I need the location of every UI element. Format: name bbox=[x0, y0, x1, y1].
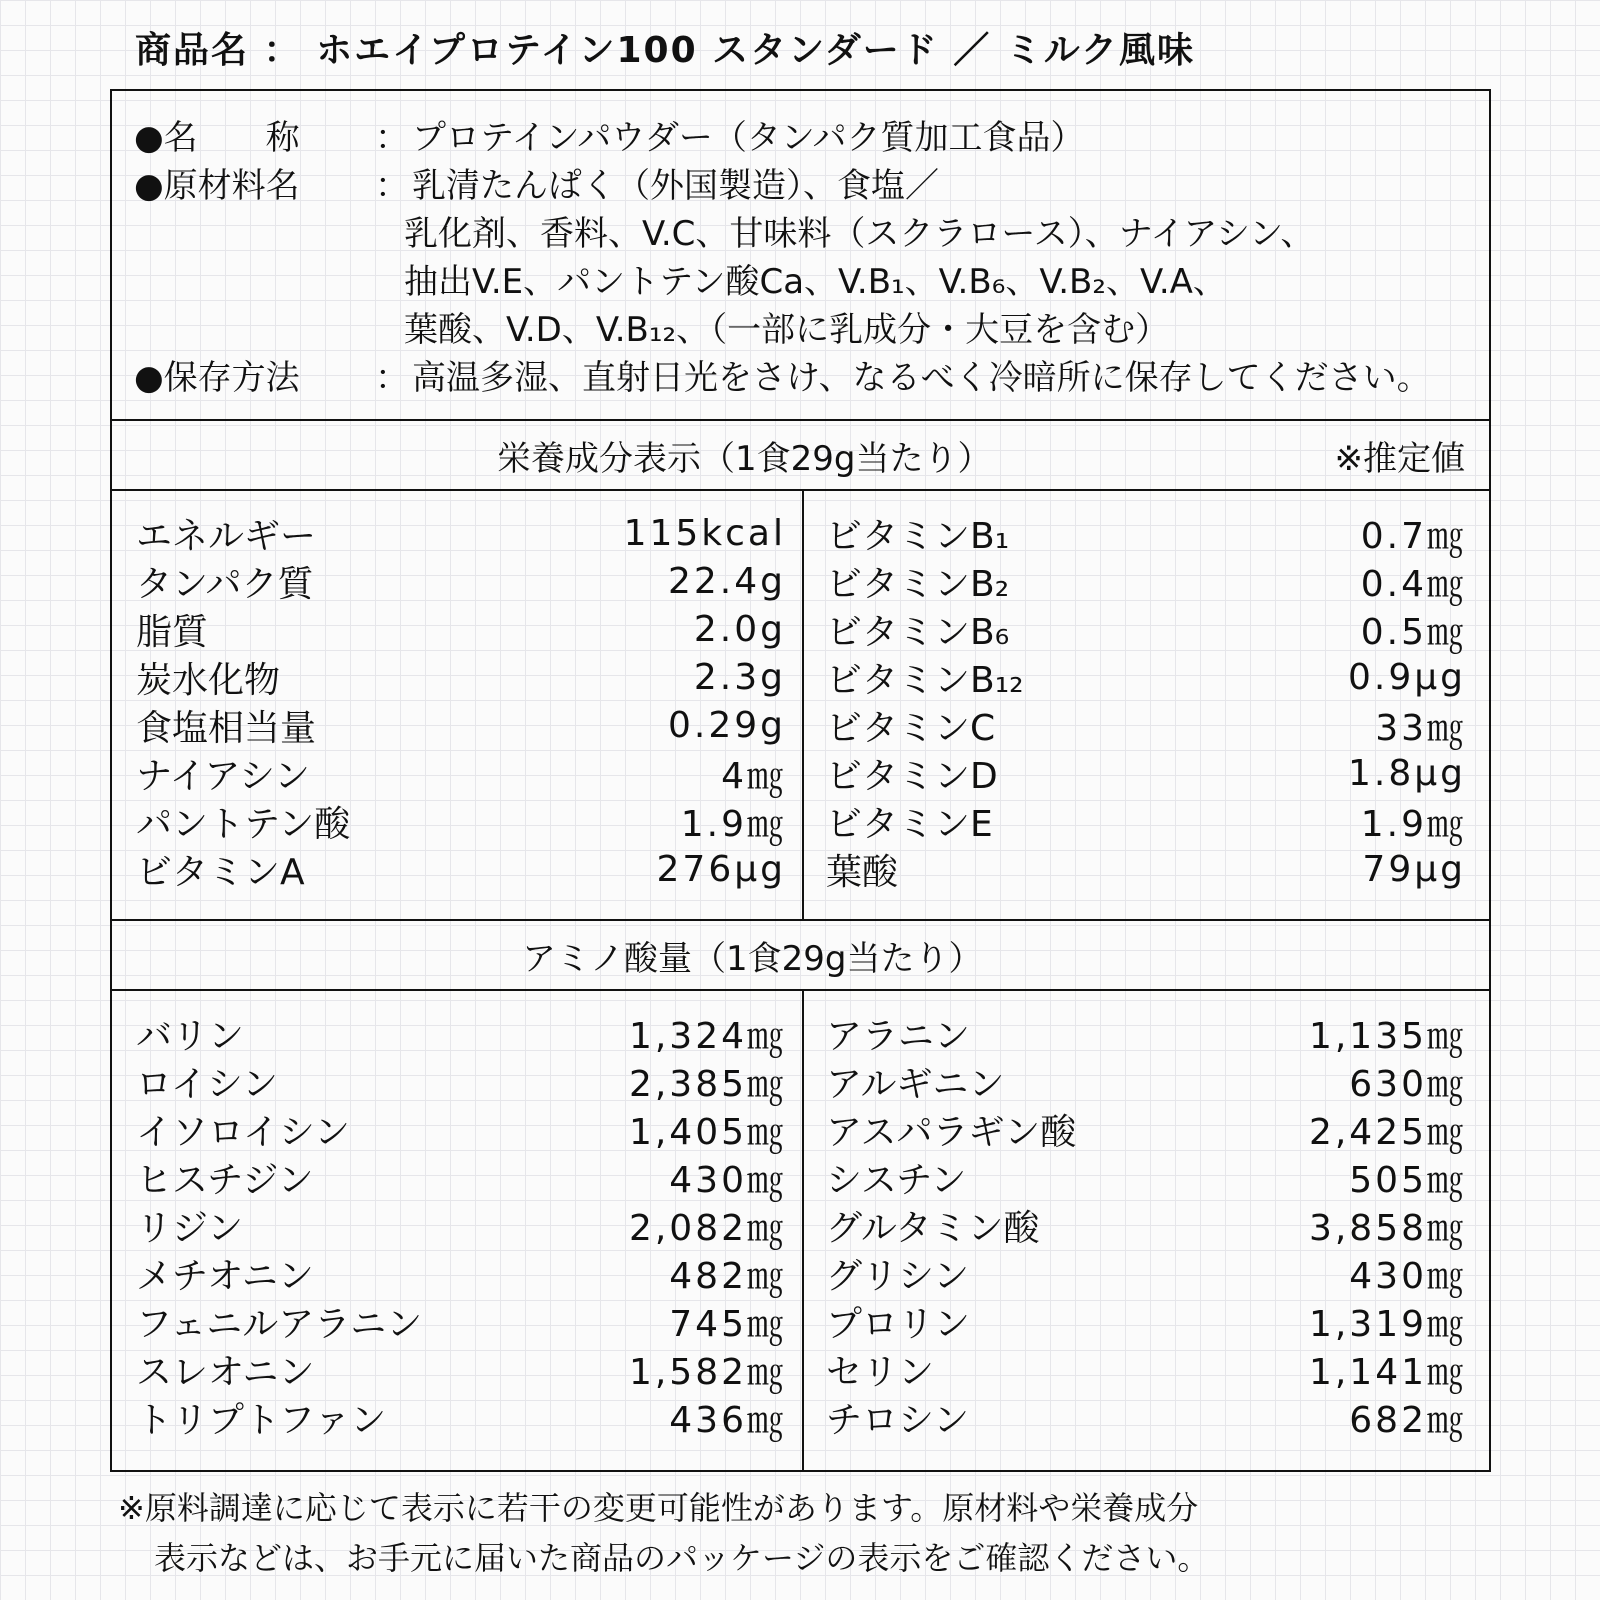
storage-value: 高温多湿、直射日光をさけ、なるべく冷暗所に保存してください。 bbox=[412, 358, 1431, 398]
amino-row bbox=[826, 1105, 1466, 1153]
amino-name: トリプトファン bbox=[136, 1399, 387, 1441]
info-row-storage bbox=[134, 354, 1431, 402]
nutrient-value: 0.29g bbox=[667, 704, 786, 746]
amino-heading: アミノ酸量（1食29g当たり） bbox=[522, 939, 983, 979]
amino-value: 3,858㎎ bbox=[1308, 1207, 1466, 1249]
amino-name: バリン bbox=[136, 1015, 245, 1057]
amino-value: 1,582㎎ bbox=[628, 1351, 786, 1393]
amino-row bbox=[826, 1345, 1466, 1393]
amino-row bbox=[826, 1009, 1466, 1057]
amino-value: 682㎎ bbox=[1349, 1399, 1466, 1441]
nutrient-name: ナイアシン bbox=[136, 755, 311, 797]
amino-value: 1,405㎎ bbox=[628, 1111, 786, 1153]
nutrient-name: エネルギー bbox=[136, 515, 317, 557]
amino-name: アラニン bbox=[826, 1015, 971, 1057]
nutrition-row bbox=[826, 845, 1466, 893]
label-panel bbox=[110, 89, 1491, 1472]
amino-value: 2,385㎎ bbox=[628, 1063, 786, 1105]
amino-value: 505㎎ bbox=[1349, 1159, 1466, 1201]
nutrient-value: 1.9㎎ bbox=[680, 803, 786, 845]
nutrient-value: 79μg bbox=[1362, 848, 1466, 890]
ingredients-line: 乳清たんぱく（外国製造）、食塩／ bbox=[412, 166, 939, 206]
nutrient-name: ビタミンB₁₂ bbox=[826, 659, 1024, 701]
nutrition-row bbox=[136, 797, 786, 845]
amino-name: スレオニン bbox=[136, 1351, 315, 1393]
amino-name: アルギニン bbox=[826, 1063, 1005, 1105]
nutrient-value: 115kcal bbox=[623, 512, 786, 554]
nutrition-table bbox=[112, 491, 1489, 921]
nutrient-name: 食塩相当量 bbox=[136, 707, 317, 749]
nutrition-row bbox=[826, 749, 1466, 797]
estimate-note: ※推定値 bbox=[1334, 439, 1465, 479]
product-title: 商品名 ： ホエイプロテイン100 スタンダード ／ ミルク風味 bbox=[135, 30, 1196, 71]
nutrient-name: 脂質 bbox=[136, 611, 209, 653]
amino-name: プロリン bbox=[826, 1303, 971, 1345]
colon: ： bbox=[375, 166, 409, 206]
nutrient-name: パントテン酸 bbox=[136, 803, 351, 845]
nutrition-row bbox=[136, 557, 786, 605]
colon: ： bbox=[375, 118, 409, 158]
nutrient-value: 276μg bbox=[656, 848, 786, 890]
amino-row bbox=[826, 1201, 1466, 1249]
amino-value: 1,135㎎ bbox=[1308, 1015, 1466, 1057]
nutrient-name: ビタミンA bbox=[136, 851, 305, 893]
amino-value: 1,324㎎ bbox=[628, 1015, 786, 1057]
nutrient-name: ビタミンE bbox=[826, 803, 993, 845]
nutrient-value: 22.4g bbox=[667, 560, 786, 602]
ingredients-line: 抽出V.E、パントテン酸Ca、V.B₁、V.B₆、V.B₂、V.A、 bbox=[404, 262, 1227, 302]
nutrient-value: 0.4㎎ bbox=[1360, 563, 1466, 605]
amino-value: 1,141㎎ bbox=[1308, 1351, 1466, 1393]
amino-row bbox=[826, 1057, 1466, 1105]
amino-row bbox=[136, 1105, 786, 1153]
nutrient-value: 4㎎ bbox=[721, 755, 786, 797]
nutrient-name: 炭水化物 bbox=[136, 659, 281, 701]
amino-value: 745㎎ bbox=[669, 1303, 786, 1345]
colon: ： bbox=[375, 358, 409, 398]
amino-value: 1,319㎎ bbox=[1308, 1303, 1466, 1345]
nutrition-row bbox=[136, 653, 786, 701]
amino-row bbox=[136, 1153, 786, 1201]
nutrition-row bbox=[136, 509, 786, 557]
storage-label: ●保存方法 bbox=[134, 358, 300, 398]
name-value: プロテインパウダー（タンパク質加工食品） bbox=[412, 118, 1085, 158]
nutrient-name: ビタミンB₂ bbox=[826, 563, 1010, 605]
amino-header bbox=[112, 921, 1489, 991]
nutrition-row bbox=[136, 845, 786, 893]
nutrient-value: 0.9μg bbox=[1347, 656, 1466, 698]
amino-row bbox=[826, 1249, 1466, 1297]
amino-name: メチオニン bbox=[136, 1255, 314, 1297]
amino-row bbox=[136, 1345, 786, 1393]
nutrient-value: 2.3g bbox=[693, 656, 786, 698]
amino-name: シスチン bbox=[826, 1159, 967, 1201]
amino-value: 430㎎ bbox=[1349, 1255, 1466, 1297]
nutrition-row bbox=[826, 653, 1466, 701]
footnote-line: 表示などは、お手元に届いた商品のパッケージの表示をご確認ください。 bbox=[154, 1539, 1210, 1577]
amino-value: 482㎎ bbox=[669, 1255, 786, 1297]
amino-left-column bbox=[136, 1009, 786, 1441]
nutrient-name: タンパク質 bbox=[136, 563, 314, 605]
nutrient-name: ビタミンD bbox=[826, 755, 998, 797]
amino-name: セリン bbox=[826, 1351, 935, 1393]
nutrition-row bbox=[136, 605, 786, 653]
amino-row bbox=[826, 1153, 1466, 1201]
column-divider bbox=[802, 491, 804, 919]
nutrient-name: 葉酸 bbox=[826, 851, 899, 893]
amino-name: グルタミン酸 bbox=[826, 1207, 1040, 1249]
nutrient-name: ビタミンB₆ bbox=[826, 611, 1010, 653]
nutrition-row bbox=[136, 701, 786, 749]
amino-value: 436㎎ bbox=[669, 1399, 786, 1441]
column-divider bbox=[802, 991, 804, 1470]
nutrient-value: 33㎎ bbox=[1375, 707, 1466, 749]
amino-name: チロシン bbox=[826, 1399, 970, 1441]
nutrition-header bbox=[112, 421, 1489, 491]
amino-row bbox=[826, 1393, 1466, 1441]
amino-value: 2,082㎎ bbox=[628, 1207, 786, 1249]
footnote-line: ※原料調達に応じて表示に若干の変更可能性があります。原材料や栄養成分 bbox=[118, 1489, 1199, 1527]
ingredients-line: 乳化剤、香料、V.C、甘味料（スクラロース）、ナイアシン、 bbox=[404, 214, 1315, 254]
nutrition-row bbox=[826, 797, 1466, 845]
amino-right-column bbox=[826, 1009, 1466, 1441]
footnote bbox=[118, 1483, 1209, 1583]
amino-row bbox=[136, 1297, 786, 1345]
amino-row bbox=[136, 1249, 786, 1297]
nutrition-row bbox=[826, 509, 1466, 557]
nutrient-value: 0.5㎎ bbox=[1360, 611, 1466, 653]
nutrient-value: 1.8μg bbox=[1347, 752, 1466, 794]
amino-name: ロイシン bbox=[136, 1063, 279, 1105]
nutrient-value: 0.7㎎ bbox=[1360, 515, 1466, 557]
nutrition-left-column bbox=[136, 509, 786, 893]
amino-row bbox=[826, 1297, 1466, 1345]
nutrition-right-column bbox=[826, 509, 1466, 893]
amino-value: 630㎎ bbox=[1349, 1063, 1466, 1105]
ingredients-label: ●原材料名 bbox=[134, 166, 300, 206]
amino-value: 2,425㎎ bbox=[1308, 1111, 1466, 1153]
nutrition-row bbox=[826, 557, 1466, 605]
amino-name: ヒスチジン bbox=[136, 1159, 314, 1201]
nutrient-value: 1.9㎎ bbox=[1360, 803, 1466, 845]
amino-row bbox=[136, 1393, 786, 1441]
amino-name: イソロイシン bbox=[136, 1111, 351, 1153]
amino-name: フェニルアラニン bbox=[136, 1303, 423, 1345]
amino-row bbox=[136, 1009, 786, 1057]
name-label: ●名 称 bbox=[134, 118, 300, 158]
amino-name: グリシン bbox=[826, 1255, 970, 1297]
nutrition-row bbox=[826, 701, 1466, 749]
amino-row bbox=[136, 1201, 786, 1249]
nutrition-row bbox=[136, 749, 786, 797]
amino-name: アスパラギン酸 bbox=[826, 1111, 1077, 1153]
amino-name: リジン bbox=[136, 1207, 244, 1249]
nutrient-name: ビタミンC bbox=[826, 707, 996, 749]
info-row-name bbox=[134, 114, 1085, 162]
ingredients-line: 葉酸、V.D、V.B₁₂、（一部に乳成分・大豆を含む） bbox=[404, 310, 1170, 350]
nutrition-row bbox=[826, 605, 1466, 653]
nutrition-heading: 栄養成分表示（1食29g当たり） bbox=[497, 439, 992, 479]
nutrient-value: 2.0g bbox=[693, 608, 786, 650]
nutrient-name: ビタミンB₁ bbox=[826, 515, 1010, 557]
amino-table bbox=[112, 991, 1489, 1470]
info-row-ingredients bbox=[134, 162, 939, 210]
product-info-section bbox=[112, 91, 1489, 421]
amino-row bbox=[136, 1057, 786, 1105]
amino-value: 430㎎ bbox=[669, 1159, 786, 1201]
